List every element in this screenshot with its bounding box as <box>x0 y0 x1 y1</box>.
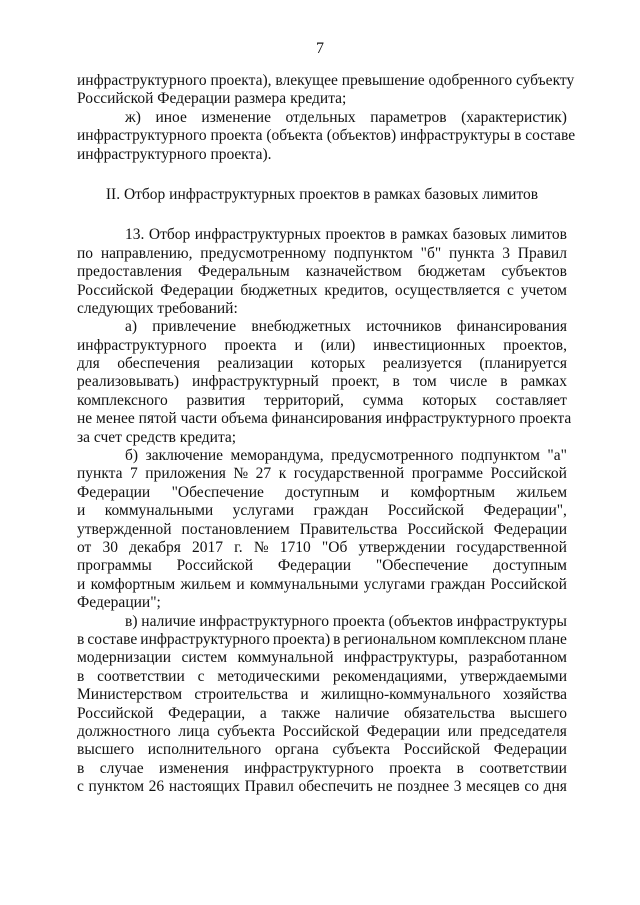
text-line: реализовывать) инфраструктурный проект, в том числе в рамках <box>77 373 567 391</box>
document-body <box>77 72 576 796</box>
text-line: ж) иное изменение отдельных параметров (характеристик) <box>125 108 567 126</box>
text-line: с пунктом 26 настоящих Правил обеспечить не позднее 3 месяцев со дня <box>77 778 567 796</box>
text-line: в) наличие инфраструктурного проекта (объектов инфраструктуры <box>125 612 567 630</box>
text-line: инфраструктурного проекта и (или) инвестиционных проектов, <box>77 336 567 354</box>
text-line: Федерации "Обеспечение доступным и комфортным жильем <box>77 483 567 501</box>
text-line: предоставления Федеральным казначейством бюджетам субъектов <box>77 263 567 281</box>
text-line: должностного лица субъекта Российской Федерации или председателя <box>77 722 567 740</box>
text-line: Министерством строительства и жилищно-коммунального хозяйства <box>77 686 567 704</box>
text-line: а) привлечение внебюджетных источников финансирования <box>125 318 567 336</box>
text-line: 13. Отбор инфраструктурных проектов в рамках базовых лимитов <box>125 226 567 244</box>
text-line: за счет средств кредита; <box>77 428 237 446</box>
text-line: для обеспечения реализации которых реализуется (планируется <box>77 355 567 373</box>
text-line: по направлению, предусмотренному подпунктом "б" пункта 3 Правил <box>77 244 567 262</box>
text-line: следующих требований: <box>77 299 238 317</box>
text-line: от 30 декабря 2017 г. № 1710 "Об утверждении государственной <box>77 538 567 556</box>
text-line: в составе инфраструктурного проекта) в региональном комплексном плане <box>77 630 567 648</box>
text-line: программы Российской Федерации "Обеспечение доступным <box>77 557 567 575</box>
text-line: утвержденной постановлением Правительства Российской Федерации <box>77 520 567 538</box>
paragraph-block-1 <box>77 72 576 164</box>
text-line: и коммунальными услугами граждан Российской Федерации", <box>77 502 567 520</box>
section-heading: II. Отбор инфраструктурных проектов в рамках базовых лимитов <box>105 185 539 203</box>
text-line: б) заключение меморандума, предусмотренного подпунктом "а" <box>125 447 567 465</box>
text-line: Российской Федерации размера кредита; <box>77 90 347 108</box>
page-number: 7 <box>316 40 324 57</box>
text-line: высшего исполнительного органа субъекта Российской Федерации <box>77 741 567 759</box>
text-line: и комфортным жильем и коммунальными услугами граждан Российской <box>77 575 567 593</box>
text-line: модернизации систем коммунальной инфраструктуры, разработанном <box>77 649 567 667</box>
text-line: в соответствии с методическими рекомендациями, утверждаемыми <box>77 667 567 685</box>
text-line: инфраструктурного проекта (объекта (объектов) инфраструктуры в составе <box>77 127 576 145</box>
paragraph-block-2 <box>77 226 572 796</box>
text-line: Федерации"; <box>77 594 161 612</box>
text-line: Российской Федерации бюджетных кредитов, осуществляется с учетом <box>77 281 567 299</box>
text-line: комплексного развития территорий, сумма которых составляет <box>77 391 567 409</box>
text-line: инфраструктурного проекта). <box>77 145 272 163</box>
text-line: в случае изменения инфраструктурного проекта в соответствии <box>77 759 567 777</box>
text-line: не менее пятой части объема финансирования инфраструктурного проекта <box>77 410 572 428</box>
text-line: инфраструктурного проекта), влекущее превышение одобренного субъекту <box>77 72 575 89</box>
text-line: пункта 7 приложения № 27 к государственной программе Российской <box>77 465 567 483</box>
text-line: Российской Федерации, а также наличие обязательства высшего <box>77 704 567 722</box>
